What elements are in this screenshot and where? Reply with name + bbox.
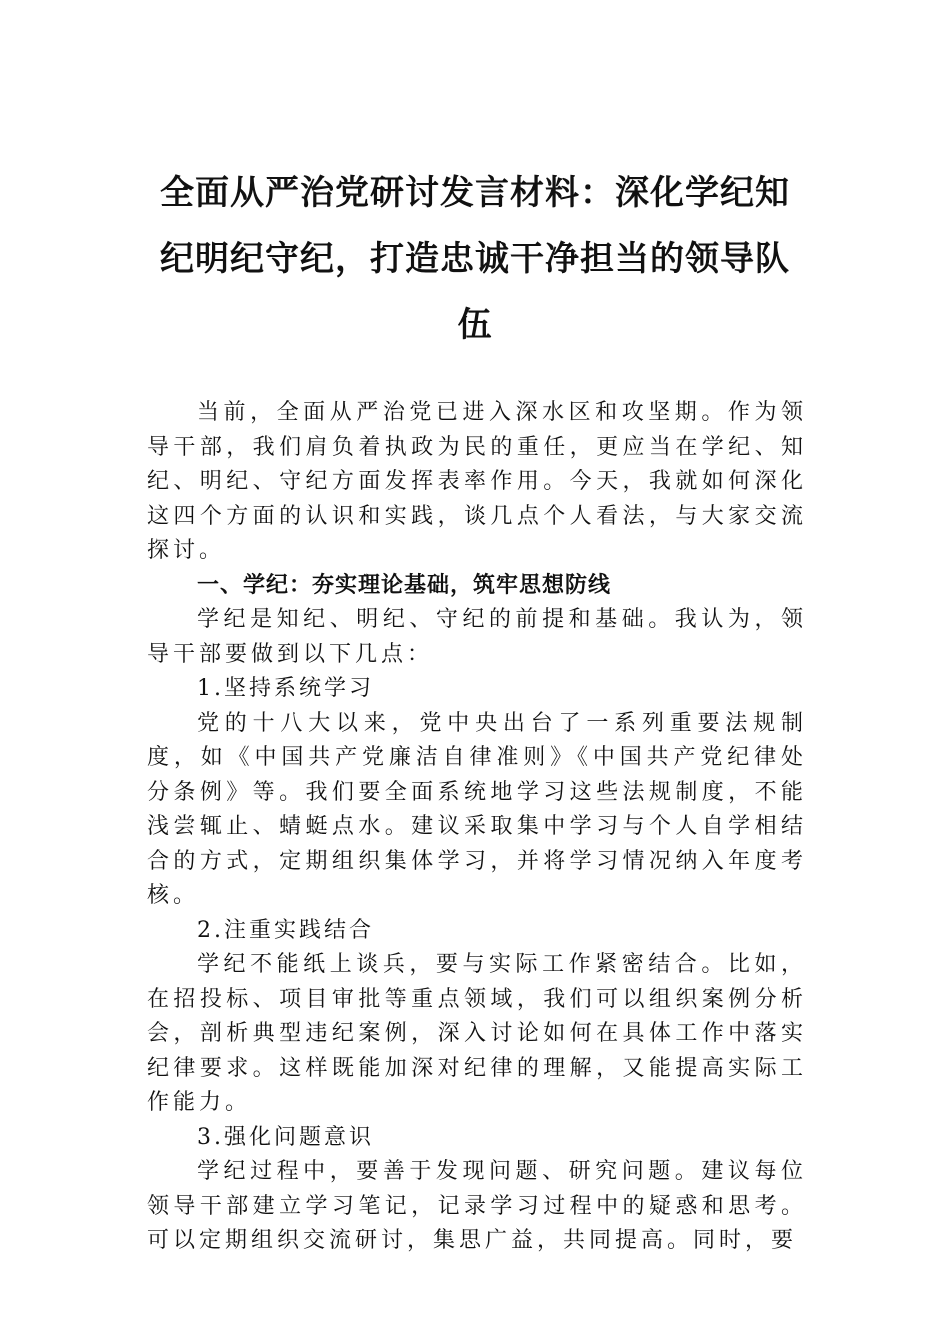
paragraph-problem-awareness: 学纪过程中，要善于发现问题、研究问题。建议每位领导干部建立学习笔记，记录学习过程中的疑惑和思考。可以定期组织交流研讨，集思广益，共同提高。同时，要 xyxy=(147,1159,807,1253)
section-heading-1: 一、学纪：夯实理论基础，筑牢思想防线 xyxy=(197,572,612,598)
subheading-1: 1.坚持系统学习 xyxy=(197,676,374,701)
section-1-intro-paragraph: 学纪是知纪、明纪、守纪的前提和基础。我认为，领导干部要做到以下几点： xyxy=(147,607,807,667)
subheading-2: 2.注重实践结合 xyxy=(197,917,374,943)
document-body xyxy=(147,396,807,1259)
paragraph-practice: 学纪不能纸上谈兵，要与实际工作紧密结合。比如，在招投标、项目审批等重点领域，我们可以组织案例分析会，剖析典型违纪案例，深入讨论如何在具体工作中落实纪律要求。这样既能加深对纪律的理解，又能提高实际工作能力。 xyxy=(147,952,807,1115)
paragraph-systematic-study: 党的十八大以来，党中央出台了一系列重要法规制度，如《中国共产党廉洁自律准则》《中国共产党纪律处分条例》等。我们要全面系统地学习这些法规制度，不能浅尝辄止、蜻蜓点水。建议采取集中学习与个人自学相结合的方式，定期组织集体学习，并将学习情况纳入年度考核。 xyxy=(147,710,807,908)
subheading-3: 3.强化问题意识 xyxy=(197,1124,374,1150)
document-title: 全面从严治党研讨发言材料：深化学纪知纪明纪守纪，打造忠诚干净担当的领导队伍 xyxy=(160,173,790,345)
intro-paragraph: 当前，全面从严治党已进入深水区和攻坚期。作为领导干部，我们肩负着执政为民的重任，更应当在学纪、知纪、明纪、守纪方面发挥表率作用。今天，我就如何深化这四个方面的认识和实践，谈几点个人看法，与大家交流探讨。 xyxy=(147,400,807,563)
